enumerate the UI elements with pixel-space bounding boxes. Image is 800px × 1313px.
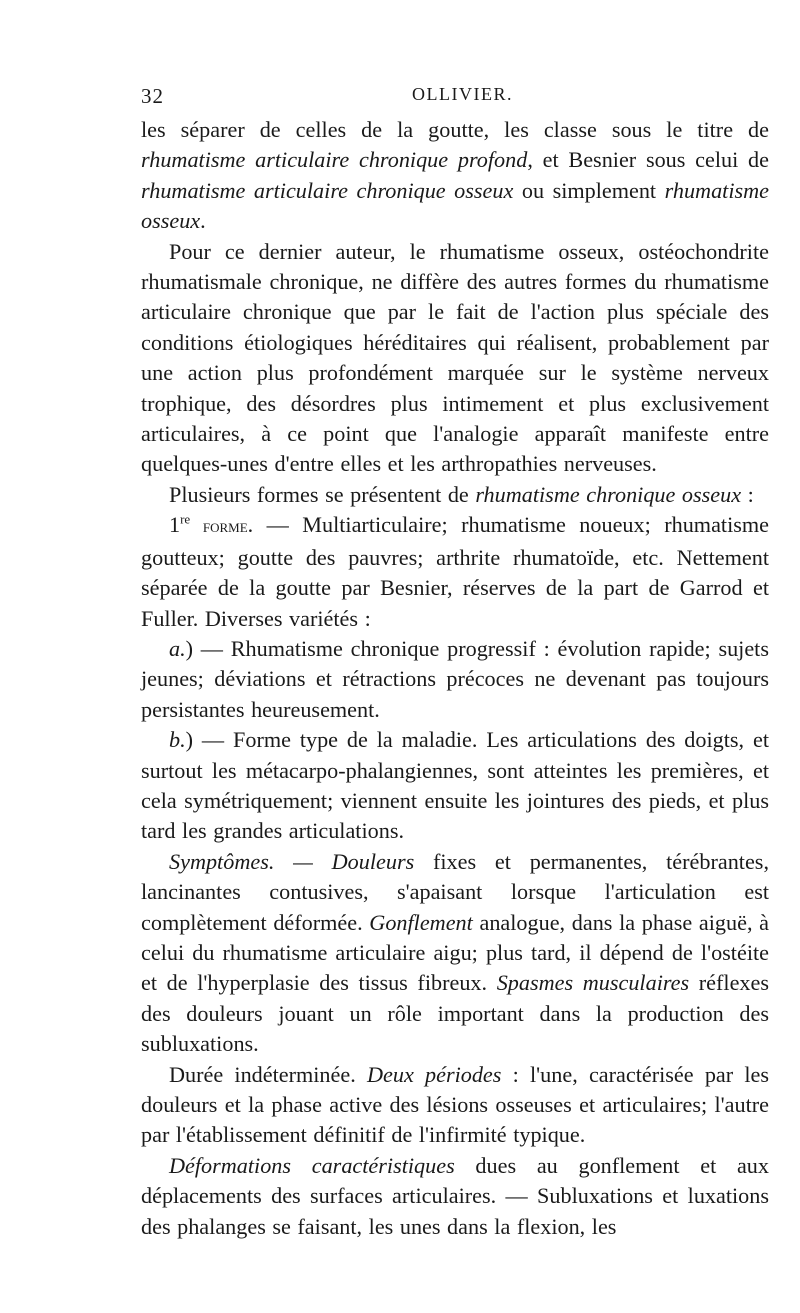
italic-text: Spasmes musculaires xyxy=(496,970,690,996)
text-run: réflexes des douleurs jouant un rôle important dans la production des subluxations. xyxy=(141,970,769,1057)
text-run: ) — Rhumatisme chronique progressif : évolution rapide; sujets jeunes; déviations et rétractions précoces ne devenant pas toujours persistantes heureusement. xyxy=(141,635,769,722)
running-title: OLLIVIER. xyxy=(412,84,513,104)
text-run: ) — Forme type de la maladie. Les articulations des doigts, et surtout les métacarpo-phalangiennes, sont atteintes les premières, et cela symétriquement; viennent ensuite les jointures des pieds, et plus tard les grandes articulations. xyxy=(141,727,769,844)
text-run: : xyxy=(741,481,754,507)
italic-text: Symptômes. — Douleurs xyxy=(169,848,415,874)
text-run: Pour ce dernier auteur, le rhumatisme osseux, ostéochondrite rhumatismale chronique, ne diffère des autres formes du rhumatisme articulaire chronique que par le fait de l'action plus spéciale des conditions étiologiques héréditaires qui réalisent, probablement par une action plus profondément marquée sur le système nerveux trophique, des désordres plus intimement et plus exclusivement articulaires, à ce point que l'analogie apparaît manifeste entre quelques-unes d'entre elles et les arthropathies nerveuses. xyxy=(141,238,769,477)
paragraph xyxy=(141,510,769,634)
italic-text: b. xyxy=(169,727,186,753)
text-run: ou simplement xyxy=(513,177,665,203)
paragraph xyxy=(141,847,769,1060)
paragraph xyxy=(141,725,769,847)
italic-text: rhumatisme osseux xyxy=(141,177,769,234)
text-run: . xyxy=(200,208,206,234)
text-run: Plusieurs formes se présentent de xyxy=(169,481,476,507)
italic-text: Gonflement xyxy=(369,909,473,935)
text-run: , et Besnier sous celui de xyxy=(527,147,769,173)
paragraph xyxy=(141,480,769,510)
text-run: Durée indéterminée. xyxy=(169,1061,367,1087)
paragraph xyxy=(141,115,769,237)
italic-text: rhumatisme articulaire chronique profond xyxy=(141,147,528,173)
text-run: analogue, dans la phase aiguë, à celui du rhumatisme articulaire aigu; plus tard, il dépend de l'ostéite et de l'hyperplasie des tissus fibreux. xyxy=(141,909,769,996)
body-text xyxy=(141,115,769,1242)
italic-text: a. xyxy=(169,635,186,661)
text-run: dues au gonflement et aux déplacements des surfaces articulaires. — Subluxations et luxations des phalanges se faisant, les unes dans la flexion, les xyxy=(141,1152,769,1239)
paragraph xyxy=(141,237,769,480)
small-caps-text: forme xyxy=(190,516,248,538)
paragraph xyxy=(141,1060,769,1151)
page-number: 32 xyxy=(141,84,164,108)
text-run: : l'une, caractérisée par les douleurs et la phase active des lésions osseuses et articulaires; l'autre par l'établissement définitif de l'infirmité typique. xyxy=(141,1061,770,1148)
superscript-text: re xyxy=(180,511,191,527)
text-run: 1 xyxy=(169,512,181,538)
text-run: fixes et permanentes, térébrantes, lancinantes contusives, s'apaisant lorsque l'articulation est complètement déformée. xyxy=(141,848,769,935)
italic-text: Deux périodes xyxy=(366,1061,502,1087)
page-header xyxy=(141,84,771,110)
paragraph xyxy=(141,1151,769,1242)
italic-text: rhumatisme chronique osseux xyxy=(475,481,742,507)
text-run: les séparer de celles de la goutte, les classe sous le titre de xyxy=(141,117,769,142)
paragraph xyxy=(141,634,769,725)
italic-text: rhumatisme articulaire chronique osseux xyxy=(141,177,514,203)
italic-text: Déformations caractéristiques xyxy=(169,1152,455,1178)
text-run: . — Multiarticulaire; rhumatisme noueux; rhumatisme goutteux; goutte des pauvres; arthrite rhumatoïde, etc. Nettement séparée de la goutte par Besnier, réserves de la part de Garrod et Fuller. Diverses variétés : xyxy=(141,512,769,631)
